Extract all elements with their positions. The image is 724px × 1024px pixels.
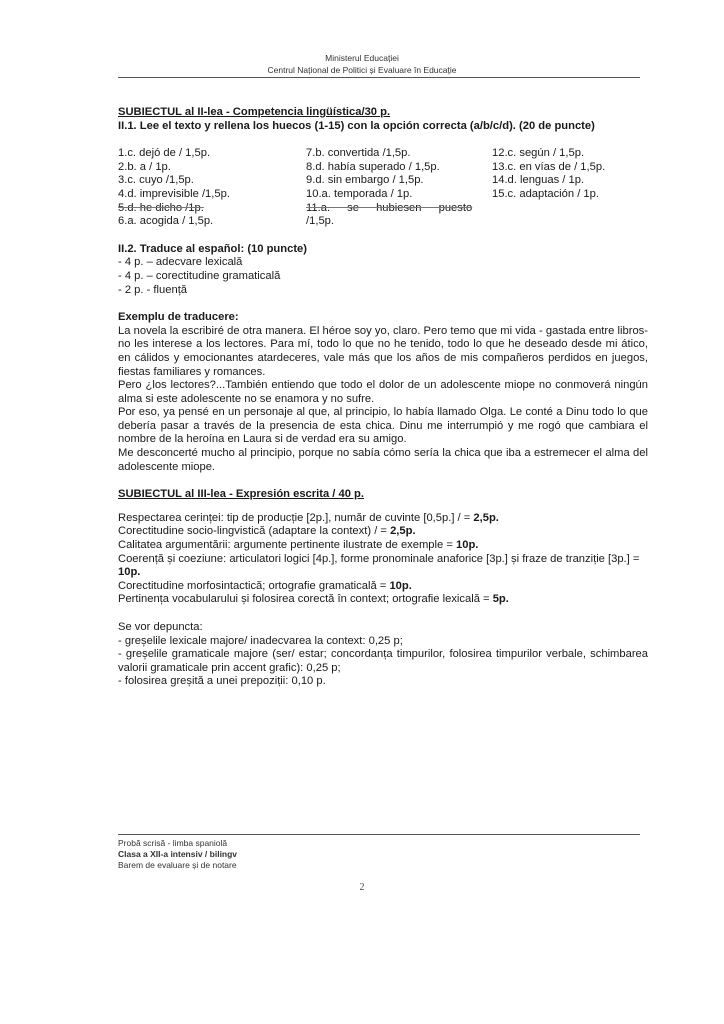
criterion-item: - 4 p. – adecvare lexicală xyxy=(118,256,243,269)
answer-item xyxy=(492,215,648,229)
translation-example-title: Exemplu de traducere: xyxy=(118,311,239,324)
translation-paragraph: La novela la escribiré de otra manera. El héroe soy yo, claro. Pero temo que mi vida - gastada entre libros- no les interese a los lectores. Para mí, todo lo que no he tenido, todo lo que he deseado desde mi ático, en cálidos y emocionantes atardeceres, vale más que los años de mis compañeros perdidos en juegos, fiestas familiares y romances. xyxy=(118,324,648,378)
grading-item: Pertinența vocabularului și folosirea corectă în context; ortografie lexicală = 5p. xyxy=(118,593,509,606)
footer-divider xyxy=(118,834,640,835)
deduction-item: - greșelile lexicale majore/ inadecvarea la context: 0,25 p; xyxy=(118,634,403,647)
task-2-1-title: II.1. Lee el texto y rellena los huecos (1-15) con la opción correcta (a/b/c/d). (20 de puncte) xyxy=(118,119,595,132)
criterion-item: - 4 p. – corectitudine gramaticală xyxy=(118,269,281,282)
answer-item: 8.d. había superado / 1,5p. xyxy=(306,160,440,173)
answer-item: 5.d. he dicho /1p. xyxy=(118,201,204,214)
answer-item: 1.c. dejó de / 1,5p. xyxy=(118,147,211,160)
grading-item: Coerență și coeziune: articulatori logici [4p.], forme pronominale anaforice [3p.] și fraze de tranziție [3p.] = 10p. xyxy=(118,552,640,579)
ministry-name: Ministerul Educației xyxy=(325,53,399,63)
main-content xyxy=(118,106,648,689)
answer-item: 13.c. en vías de / 1,5p. xyxy=(492,160,606,173)
answer-item: 11.a. se hubiesen puesto xyxy=(306,201,473,214)
answer-item: 9.d. sin embargo / 1,5p. xyxy=(306,174,424,187)
answer-item: 4.d. imprevisible /1,5p. xyxy=(118,187,230,200)
translation-paragraph: Me desconcerté mucho al principio, porque no sabía cómo sería la chica que iba a estremecer el alma del adolescente miope. xyxy=(118,447,648,473)
footer-exam: Probă scrisă - limba spaniolă xyxy=(118,838,228,848)
answer-key-grid xyxy=(118,147,648,229)
answer-item: 10.a. temporada / 1p. xyxy=(306,187,413,200)
grading-item: Respectarea cerinței: tip de producție [2p.], număr de cuvinte [0,5p.] / = 2,5p. xyxy=(118,511,499,524)
answer-item: 15.c. adaptación / 1p. xyxy=(492,187,599,200)
page-number: 2 xyxy=(359,882,365,893)
answer-item: 2.b. a / 1p. xyxy=(118,160,171,173)
translation-paragraph: Pero ¿los lectores?...También entiendo que todo el dolor de un adolescente miope no conmoverá ningún alma si este adolescente no se enamora y no sufre. xyxy=(118,379,648,405)
subject-3-title: SUBIECTUL al III-lea - Expresión escrita / 40 p. xyxy=(118,488,364,501)
translation-paragraph: Por eso, ya pensé en un personaje al que, al principio, lo había llamado Olga. Le conté a Dinu todo lo que debería pasar a través de la presencia de esta chica. Dinu me interrumpió y me rogó que cambiara el nombre de la heroína en Laura si de verdad era su amigo. xyxy=(118,406,648,446)
page-footer xyxy=(118,838,237,871)
answer-item: 14.d. lenguas / 1p. xyxy=(492,174,585,187)
center-name: Centrul Național de Politici și Evaluare în Educație xyxy=(267,65,457,75)
page-header xyxy=(0,52,724,76)
subject-2-title: SUBIECTUL al II-lea - Competencia lingüística/30 p. xyxy=(118,106,391,118)
answer-item: /1,5p. xyxy=(306,215,334,228)
criterion-item: - 2 p. - fluență xyxy=(118,283,188,296)
footer-class: Clasa a XII-a intensiv / bilingv xyxy=(118,849,238,859)
grading-item: Calitatea argumentării: argumente pertinente ilustrate de exemple = 10p. xyxy=(118,539,479,552)
answer-item: 6.a. acogida / 1,5p. xyxy=(118,215,214,228)
answer-item: 7.b. convertida /1,5p. xyxy=(306,147,411,160)
header-divider xyxy=(118,77,640,78)
deduction-item: - greșelile gramaticale majore (ser/ estar; concordanța timpurilor, folosirea timpurilor verbale, schimbarea valorii gramaticale prin accent grafic): 0,25 p; xyxy=(118,648,648,674)
answer-item: 3.c. cuyo /1,5p. xyxy=(118,174,194,187)
footer-doc: Barem de evaluare și de notare xyxy=(118,860,237,870)
deduction-item: - folosirea greșită a unei prepoziții: 0,10 p. xyxy=(118,675,326,688)
task-2-2-title: II.2. Traduce al español: (10 puncte) xyxy=(118,242,307,255)
answer-item: 12.c. según / 1,5p. xyxy=(492,147,585,160)
answer-item xyxy=(492,202,648,216)
deduction-title: Se vor depuncta: xyxy=(118,621,203,633)
grading-item: Corectitudine socio-lingvistică (adaptare la context) / = 2,5p. xyxy=(118,525,416,538)
grading-item: Corectitudine morfosintactică; ortografie gramaticală = 10p. xyxy=(118,579,412,592)
